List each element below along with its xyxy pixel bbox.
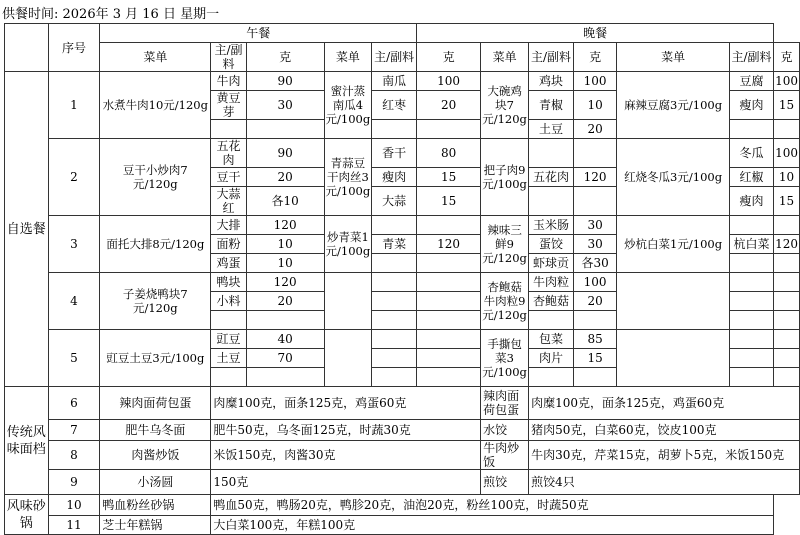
dinner-item-name: 水饺 (481, 420, 529, 441)
row-number: 10 (48, 495, 100, 516)
ingredient-l1: 豇豆 (211, 330, 246, 349)
row-number: 1 (48, 72, 100, 139)
gram-d1: 30 (573, 235, 616, 254)
ingredient-l1: 面粉 (211, 235, 246, 254)
ingredient-d1: 蛋饺 (529, 235, 574, 254)
lunch-item-desc: 150克 (211, 470, 481, 495)
pot-item-desc: 鸭血50克，鸭肠20克，鸭胗20克，油泡20克，粉丝100克，时蔬50克 (211, 495, 774, 516)
ingredient-d2 (729, 368, 773, 387)
lunch-item-name: 肉酱炒饭 (100, 441, 211, 470)
ingredient-d2: 瘦肉 (729, 187, 773, 216)
ingredient-l2 (372, 368, 417, 387)
gram-l2 (417, 273, 481, 292)
dish-name-d2 (617, 273, 730, 330)
ingredient-l2: 瘦肉 (372, 168, 417, 187)
dinner-header: 晚餐 (417, 24, 774, 43)
ingredient-d1 (529, 311, 574, 330)
dish-name-d2: 麻辣豆腐3元/100g (617, 72, 730, 139)
gram-d1 (573, 368, 616, 387)
dinner-item-name: 牛肉炒饭 (481, 441, 529, 470)
section-self-select: 自选餐 (5, 72, 49, 387)
gram-l2: 120 (417, 235, 481, 254)
ingredient-l1: 土豆 (211, 349, 246, 368)
lunch-item-desc: 米饭150克，肉酱30克 (211, 441, 481, 470)
gram-d2 (774, 292, 800, 311)
dish-name-d1: 大碗鸡块7元/120g (481, 72, 529, 139)
serving-date: 供餐时间: 2026年 3 月 16 日 星期一 (2, 7, 220, 22)
dish-name-l1: 水煮牛肉10元/120g (100, 72, 211, 139)
ingredient-l1: 牛肉 (211, 72, 246, 91)
gram-d1: 各30 (573, 254, 616, 273)
ingredient-l2 (372, 349, 417, 368)
gram-d2: 100 (774, 139, 800, 168)
lunch-dish-header-1: 菜单 (100, 43, 211, 72)
gram-d1 (573, 187, 616, 216)
ingredient-l2: 青菜 (372, 235, 417, 254)
ingredient-d1: 虾球贡 (529, 254, 574, 273)
ingredient-d2 (729, 216, 773, 235)
dish-name-l2 (324, 273, 372, 330)
dish-name-l2: 蜜汁蒸南瓜4元/100g (324, 72, 372, 139)
ingredient-l2 (372, 273, 417, 292)
ingredient-d1: 肉片 (529, 349, 574, 368)
gram-l2 (417, 330, 481, 349)
blank-corner-cell (5, 24, 49, 72)
ingredient-d1: 土豆 (529, 120, 574, 139)
pot-item-name: 鸭血粉丝砂锅 (100, 495, 211, 516)
menu-table (4, 23, 800, 535)
ingredient-d2: 豆腐 (729, 72, 773, 91)
gram-d2 (774, 311, 800, 330)
ingredient-l1: 五花肉 (211, 139, 246, 168)
ingredient-d2 (729, 330, 773, 349)
gram-l2 (417, 292, 481, 311)
dinner-item-desc: 牛肉30克，芹菜15克，胡萝卜5克，米饭150克 (529, 441, 800, 470)
gram-d1: 85 (573, 330, 616, 349)
row-number: 8 (48, 441, 100, 470)
dinner-dish-header-1: 菜单 (481, 43, 529, 72)
ingredient-d2 (729, 311, 773, 330)
ingredient-l2: 南瓜 (372, 72, 417, 91)
row-number: 2 (48, 139, 100, 216)
gram-d1: 30 (573, 216, 616, 235)
ingredient-d2 (729, 254, 773, 273)
dish-name-l1: 豆干小炒肉7元/120g (100, 139, 211, 216)
dinner-ingr-header-2: 主/副料 (729, 43, 773, 72)
gram-d2: 15 (774, 187, 800, 216)
gram-l1: 20 (246, 292, 324, 311)
row-number: 11 (48, 516, 100, 535)
ingredient-d1: 杏鲍菇 (529, 292, 574, 311)
dinner-item-name: 辣肉面荷包蛋 (481, 387, 529, 420)
gram-l1 (246, 368, 324, 387)
dinner-item-desc: 肉糜100克，面条125克，鸡蛋60克 (529, 387, 800, 420)
row-number: 7 (48, 420, 100, 441)
ingredient-d1: 鸡块 (529, 72, 574, 91)
gram-l2: 80 (417, 139, 481, 168)
gram-l1: 10 (246, 254, 324, 273)
gram-l1: 10 (246, 235, 324, 254)
gram-d1: 20 (573, 120, 616, 139)
seq-header: 序号 (48, 24, 100, 72)
ingredient-d1 (529, 368, 574, 387)
dish-name-l1: 豇豆土豆3元/100g (100, 330, 211, 387)
dinner-gram-header-2: 克 (774, 43, 800, 72)
lunch-ingr-header-1: 主/副料 (211, 43, 246, 72)
gram-l1: 70 (246, 349, 324, 368)
ingredient-l2 (372, 292, 417, 311)
dish-name-d2: 红烧冬瓜3元/100g (617, 139, 730, 216)
ingredient-d1: 牛肉粒 (529, 273, 574, 292)
gram-l2 (417, 254, 481, 273)
gram-l1 (246, 120, 324, 139)
ingredient-d1: 包菜 (529, 330, 574, 349)
lunch-header: 午餐 (100, 24, 417, 43)
ingredient-d2: 冬瓜 (729, 139, 773, 168)
row-number: 4 (48, 273, 100, 330)
gram-d1: 10 (573, 91, 616, 120)
gram-l1: 20 (246, 168, 324, 187)
dinner-dish-header-2: 菜单 (617, 43, 730, 72)
gram-l2: 20 (417, 91, 481, 120)
dish-name-l2: 青蒜豆干肉丝3元/100g (324, 139, 372, 216)
dish-name-d1: 辣味三鲜9元/120g (481, 216, 529, 273)
dish-name-d1: 把子肉9元/100g (481, 139, 529, 216)
ingredient-d2 (729, 349, 773, 368)
ingredient-d1: 玉米肠 (529, 216, 574, 235)
ingredient-l1: 豆干 (211, 168, 246, 187)
dinner-ingr-header-1: 主/副料 (529, 43, 574, 72)
gram-l2: 15 (417, 168, 481, 187)
ingredient-d2 (729, 120, 773, 139)
gram-l2 (417, 216, 481, 235)
ingredient-l1 (211, 120, 246, 139)
dish-name-l1: 面托大排8元/120g (100, 216, 211, 273)
dinner-item-desc: 猪肉50克，白菜60克，饺皮100克 (529, 420, 800, 441)
gram-d2 (774, 330, 800, 349)
dish-name-l2: 炒青菜1元/100g (324, 216, 372, 273)
dish-name-d1: 手撕包菜3元/100g (481, 330, 529, 387)
ingredient-l2: 香干 (372, 139, 417, 168)
ingredient-l2 (372, 311, 417, 330)
ingredient-l2 (372, 216, 417, 235)
dish-name-d1: 杏鲍菇牛肉粒9元/120g (481, 273, 529, 330)
row-number: 9 (48, 470, 100, 495)
ingredient-d2: 瘦肉 (729, 91, 773, 120)
gram-d2: 100 (774, 72, 800, 91)
gram-d1: 120 (573, 168, 616, 187)
ingredient-l1: 黄豆芽 (211, 91, 246, 120)
lunch-gram-header-1: 克 (246, 43, 324, 72)
ingredient-d2 (729, 273, 773, 292)
gram-l2 (417, 368, 481, 387)
lunch-item-desc: 肉糜100克，面条125克，鸡蛋60克 (211, 387, 481, 420)
gram-l2 (417, 349, 481, 368)
ingredient-l1: 大蒜红 (211, 187, 246, 216)
row-number: 6 (48, 387, 100, 420)
lunch-ingr-header-2: 主/副料 (372, 43, 417, 72)
gram-d1 (573, 139, 616, 168)
row-number: 3 (48, 216, 100, 273)
lunch-dish-header-2: 菜单 (324, 43, 372, 72)
lunch-item-name: 辣肉面荷包蛋 (100, 387, 211, 420)
gram-l1: 120 (246, 273, 324, 292)
ingredient-d1: 五花肉 (529, 168, 574, 187)
ingredient-l1: 鸡蛋 (211, 254, 246, 273)
gram-d2: 15 (774, 91, 800, 120)
gram-d2 (774, 368, 800, 387)
pot-item-name: 芝士年糕锅 (100, 516, 211, 535)
row-number: 5 (48, 330, 100, 387)
gram-l1 (246, 311, 324, 330)
ingredient-l1: 大排 (211, 216, 246, 235)
section-clay-pot: 风味砂锅 (5, 495, 49, 535)
gram-d1: 20 (573, 292, 616, 311)
dish-name-d2 (617, 330, 730, 387)
ingredient-l2 (372, 330, 417, 349)
ingredient-d1: 青椒 (529, 91, 574, 120)
gram-l1: 30 (246, 91, 324, 120)
lunch-gram-header-2: 克 (417, 43, 481, 72)
gram-d2: 120 (774, 235, 800, 254)
gram-l2: 100 (417, 72, 481, 91)
ingredient-d2: 红椒 (729, 168, 773, 187)
ingredient-l2 (372, 254, 417, 273)
section-traditional-noodle: 传统风味面档 (5, 387, 49, 495)
ingredient-d1 (529, 187, 574, 216)
ingredient-d1 (529, 139, 574, 168)
lunch-item-desc: 肥牛50克，乌冬面125克，时蔬30克 (211, 420, 481, 441)
ingredient-l1 (211, 368, 246, 387)
lunch-item-name: 肥牛乌冬面 (100, 420, 211, 441)
lunch-item-name: 小汤圆 (100, 470, 211, 495)
gram-l1: 各10 (246, 187, 324, 216)
gram-d2 (774, 273, 800, 292)
gram-d2 (774, 254, 800, 273)
dish-name-l2 (324, 330, 372, 387)
ingredient-l2 (372, 120, 417, 139)
ingredient-l2: 红枣 (372, 91, 417, 120)
gram-l1: 90 (246, 72, 324, 91)
dinner-gram-header-1: 克 (573, 43, 616, 72)
gram-d2 (774, 120, 800, 139)
gram-l1: 40 (246, 330, 324, 349)
gram-d1: 15 (573, 349, 616, 368)
gram-l2: 15 (417, 187, 481, 216)
ingredient-l1 (211, 311, 246, 330)
gram-d1: 100 (573, 72, 616, 91)
gram-d2 (774, 349, 800, 368)
gram-l2 (417, 120, 481, 139)
dish-name-l1: 子姜烧鸭块7元/120g (100, 273, 211, 330)
ingredient-l1: 小料 (211, 292, 246, 311)
gram-d2: 10 (774, 168, 800, 187)
pot-item-desc: 大白菜100克，年糕100克 (211, 516, 774, 535)
dinner-item-desc: 煎饺4只 (529, 470, 800, 495)
ingredient-l2: 大蒜 (372, 187, 417, 216)
dish-name-d2: 炒杭白菜1元/100g (617, 216, 730, 273)
gram-d1: 100 (573, 273, 616, 292)
gram-d1 (573, 311, 616, 330)
ingredient-d2 (729, 292, 773, 311)
gram-l1: 120 (246, 216, 324, 235)
dinner-item-name: 煎饺 (481, 470, 529, 495)
gram-l1: 90 (246, 139, 324, 168)
gram-d2 (774, 216, 800, 235)
ingredient-l1: 鸭块 (211, 273, 246, 292)
ingredient-d2: 杭白菜 (729, 235, 773, 254)
gram-l2 (417, 311, 481, 330)
